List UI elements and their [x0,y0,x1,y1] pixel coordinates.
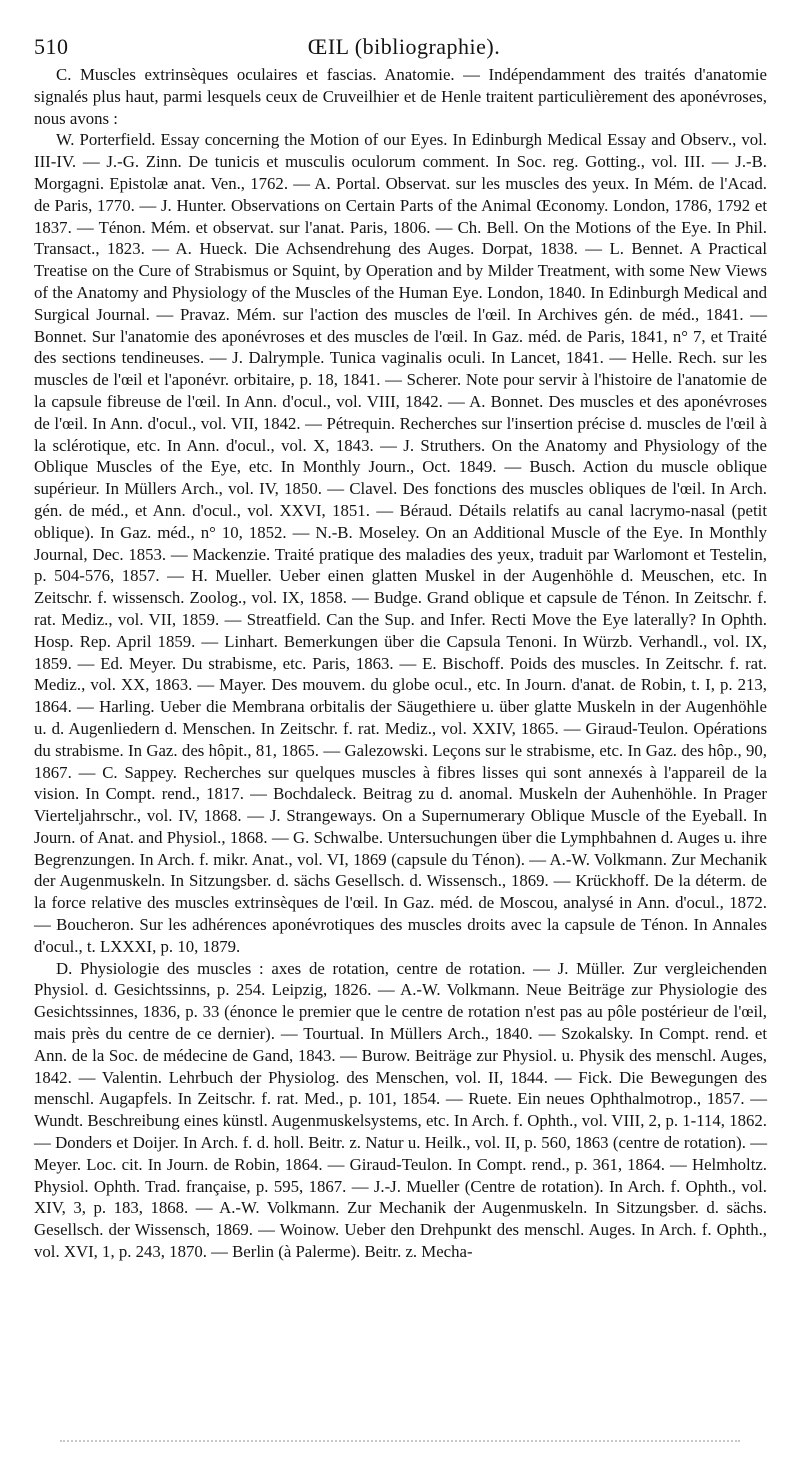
scan-artifact-line [60,1440,740,1445]
paragraph-section-c: C. Muscles extrinsèques oculaires et fascias. Anatomie. — Indépendamment des traités d'anatomie signalés plus haut, parmi lesquels ceux de Cruveilhier et de Henle traitent particulièrement des aponévroses, nous avons : [34,65,767,128]
page-header [34,30,774,60]
paragraph-section-d: D. Physiologie des muscles : axes de rotation, centre de rotation. — J. Müller. Zur vergleichenden Physiol. d. Gesichtssinns, p. 254. Leipzig, 1826. — A.-W. Volkmann. Neue Beiträge zur Physiologie des Gesichtssinnes, 1836, p. 33 (énonce le premier que le centre de rotation n'est pas au pôle postérieur de l'œil, mais près du centre de ce dernier). — Tourtual. In Müllers Arch., 1840. — Szokalsky. In Compt. rend. et Ann. de la Soc. de médecine de Gand, 1843. — Burow. Beiträge zur Physiol. u. Physik des menschl. Auges, 1842. — Valentin. Lehrbuch der Physiolog. des Menschen, vol. II, 1844. — Fick. Die Bewegungen des menschl. Augapfels. In Zeitschr. f. rat. Med., p. 101, 1854. — Ruete. Ein neues Ophthalmotrop., 1857. — Wundt. Beschreibung eines künstl. Augenmuskelsystems, etc. In Arch. f. Ophth., vol. VIII, 2, p. 1-114, 1862. — Donders et Doijer. In Arch. f. d. holl. Beitr. z. Natur u. Heilk., vol. II, p. 560, 1863 (centre de rotation). — Meyer. Loc. cit. In Journ. de Robin, 1864. — Giraud-Teulon. In Compt. rend., p. 361, 1864. — Helmholtz. Physiol. Ophth. Trad. française, p. 595, 1867. — J.-J. Mueller (Centre de rotation). In Arch. f. Ophth., vol. XIV, 3, p. 183, 1868. — A.-W. Volkmann. Zur Mechanik der Augenmuskeln. In Sitzungsber. d. sächs. Gesellsch. der Wissensch, 1869. — Woinow. Ueber den Drehpunkt des menschl. Auges. In Arch. f. Ophth., vol. XVI, 1, p. 243, 1870. — Berlin (à Palerme). Beitr. z. Mecha- [34,958,767,1262]
running-title: ŒIL (bibliographie). [307,34,501,59]
bibliography-body [34,64,767,1263]
page-number: 510 [34,34,69,59]
paragraph-references: W. Porterfield. Essay concerning the Motion of our Eyes. In Edinburgh Medical Essay and Observ., vol. III-IV. — J.-G. Zinn. De tunicis et musculis oculorum comment. In Soc. reg. Gotting., vol. III. — J.-B. Morgagni. Epistolæ anat. Ven., 1762. — A. Portal. Observat. sur les muscles des yeux. In Mém. de l'Acad. de Paris, 1770. — J. Hunter. Observations on Certain Parts of the Animal Œconomy. London, 1786, 1792 et 1837. — Ténon. Mém. et observat. sur l'anat. Paris, 1806. — Ch. Bell. On the Motions of the Eye. In Phil. Transact., 1823. — A. Hueck. Die Achsendrehung des Auges. Dorpat, 1838. — L. Bennet. A Practical Treatise on the Cure of Strabismus or Squint, by Operation and by Milder Treatment, with some New Views of the Anatomy and Physiology of the Muscles of the Human Eye. London, 1840. In Edinburgh Medical and Surgical Journal. — Pravaz. Mém. sur l'action des muscles de l'œil. In Archives gén. de méd., 1841. — Bonnet. Sur l'anatomie des aponévroses et des muscles de l'œil. In Gaz. méd. de Paris, 1841, n° 7, et Traité des sections tendineuses. — J. Dalrymple. Tunica vaginalis oculi. In Lancet, 1841. — Helle. Rech. sur les muscles de l'œil et l'aponévr. orbitaire, p. 18, 1841. — Scherer. Note pour servir à l'histoire de l'anatomie de la capsule fibreuse de l'œil. In Ann. d'ocul., vol. VIII, 1842. — A. Bonnet. Des muscles et des aponévroses de l'œil. In Ann. d'ocul., vol. VII, 1842. — Pétrequin. Recherches sur l'insertion précise d. muscles de l'œil à la sclérotique, etc. In Ann. d'ocul., vol. X, 1843. — J. Struthers. On the Anatomy and Physiology of the Oblique Muscles of the Eye, etc. In Monthly Journ., Oct. 1849. — Busch. Action du muscle oblique supérieur. In Müllers Arch., vol. IV, 1850. — Clavel. Des fonctions des muscles obliques de l'œil. In Arch. gén. de méd., et Ann. d'ocul., vol. XXVI, 1851. — Béraud. Détails relatifs au canal lacrymo-nasal (petit oblique). In Gaz. méd., n° 10, 1852. — N.-B. Moseley. On an Additional Muscle of the Eye. In Monthly Journal, Dec. 1853. — Mackenzie. Traité pratique des maladies des yeux, traduit par Warlomont et Testelin, p. 504-576, 1857. — H. Mueller. Ueber einen glatten Muskel in der Augenhöhle d. Meuschen, etc. In Zeitschr. f. wissensch. Zoolog., vol. IX, 1858. — Budge. Grand oblique et capsule de Ténon. In Zeitschr. f. rat. Mediz., vol. VII, 1859. — Streatfield. Can the Sup. and Infer. Recti Move the Eye laterally? In Ophth. Hosp. Rep. April 1859. — Linhart. Bemerkungen über die Capsula Tenoni. In Würzb. Verhandl., vol. IX, 1859. — Ed. Meyer. Du strabisme, etc. Paris, 1863. — E. Bischoff. Poids des muscles. In Zeitschr. f. rat. Mediz., vol. XX, 1863. — Mayer. Des mouvem. du globe ocul., etc. In Journ. d'anat. de Robin, t. I, p. 213, 1864. — Harling. Ueber die Membrana orbitalis der Säugethiere u. über glatte Muskeln in der Augenhöhle u. d. Augenliedern d. Menschen. In Zeitschr. f. rat. Mediz., vol. XXIV, 1865. — Giraud-Teulon. Opérations du strabisme. In Gaz. des hôpit., 81, 1865. — Galezowski. Leçons sur le strabisme, etc. In Gaz. des hôp., 90, 1867. — C. Sappey. Recherches sur quelques muscles à fibres lisses qui sont annexés à l'appareil de la vision. In Compt. rend., 1817. — Bochdaleck. Beitrag zu d. anomal. Muskeln der Auhenhöhle. In Prager Vierteljahrschr., vol. IV, 1868. — J. Strangeways. On a Supernumerary Oblique Muscle of the Eyeball. In Journ. of Anat. and Physiol., 1868. — G. Schwalbe. Untersuchungen über die Lymphbahnen d. Auges u. ihre Begrenzungen. In Arch. f. mikr. Anat., vol. VI, 1869 (capsule du Ténon). — A.-W. Volkmann. Zur Mechanik der Augenmuskeln. In Sitzungsber. d. sächs Gesellsch. d. Wissensch., 1869. — Krückhoff. De la déterm. de la force relative des muscles extrinsèques de l'œil. In Gaz. méd. de Moscou, analysé in Ann. d'ocul., 1872. — Boucheron. Sur les adhérences aponévrotiques des muscles droits avec la capsule de Ténon. In Annales d'ocul., t. LXXXI, p. 10, 1879. [34,130,767,956]
